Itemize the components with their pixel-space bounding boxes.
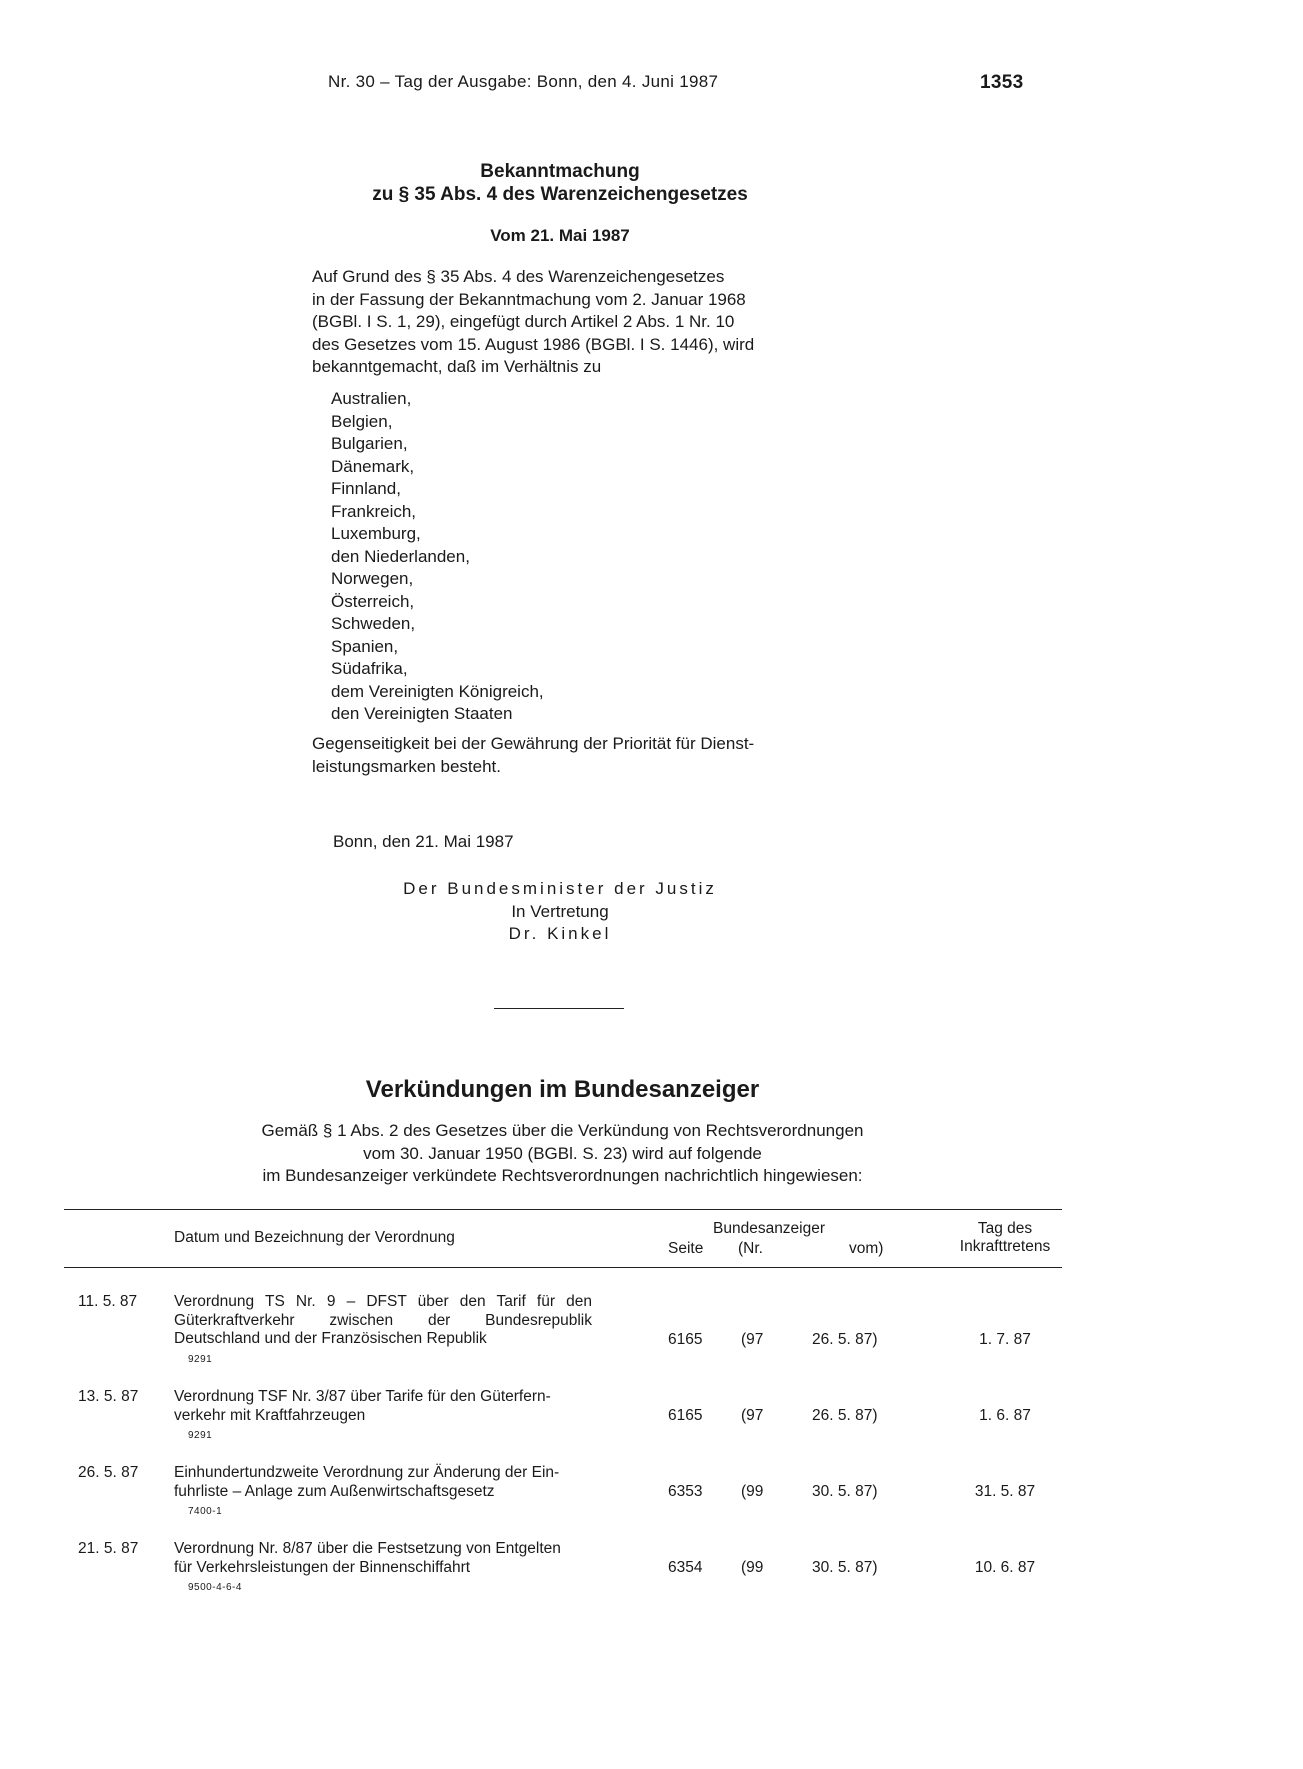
row-seite: 6165: [668, 1407, 703, 1424]
notice-date: Vom 21. Mai 1987: [490, 226, 630, 245]
row-description-line: Deutschland und der Französischen Republik: [174, 1330, 487, 1347]
row-inkraft: 31. 5. 87: [974, 1483, 1036, 1500]
row-description-line: Verordnung Nr. 8/87 über die Festsetzung von Entgelten: [174, 1540, 561, 1557]
notice-title: [0, 160, 1120, 206]
announcements-title: Verkündungen im Bundesanzeiger: [365, 1076, 760, 1103]
row-vom: 30. 5. 87): [812, 1559, 878, 1576]
row-date: 21. 5. 87: [78, 1540, 139, 1557]
row-description-line: Verordnung TSF Nr. 3/87 über Tarife für den Güterfern-: [174, 1388, 551, 1405]
signature-minister: Der Bundesminister der Justiz: [403, 879, 717, 898]
notice-intro-line: (BGBl. I S. 1, 29), eingefügt durch Artikel 2 Abs. 1 Nr. 10: [312, 312, 735, 331]
row-description-line: fuhrliste – Anlage zum Außenwirtschaftsgesetz: [174, 1482, 495, 1500]
country-item: dem Vereinigten Königreich,: [331, 681, 544, 701]
notice-intro-line: bekanntgemacht, daß im Verhältnis zu: [312, 357, 602, 376]
row-code: 9500-4-6-4: [188, 1582, 242, 1593]
row-vom: 26. 5. 87): [812, 1407, 878, 1424]
col-header-tag: [950, 1220, 1060, 1256]
country-item: Norwegen,: [331, 569, 414, 588]
country-item: Luxemburg,: [331, 524, 421, 543]
row-date: 13. 5. 87: [78, 1388, 139, 1405]
notice-closing: [312, 733, 812, 778]
country-list: [331, 388, 544, 726]
notice-title-line2: zu § 35 Abs. 4 des Warenzeichengesetzes: [372, 184, 748, 205]
row-description: [174, 1293, 592, 1349]
country-item: Österreich,: [331, 591, 415, 611]
issue-line: Nr. 30 – Tag der Ausgabe: Bonn, den 4. Juni 1987: [328, 72, 719, 91]
country-item: den Niederlanden,: [331, 546, 470, 566]
row-description: [174, 1464, 559, 1501]
signature-name: Dr. Kinkel: [508, 924, 612, 943]
signature-block: [0, 878, 1120, 946]
row-description: [174, 1540, 561, 1577]
row-code: 7400-1: [188, 1506, 223, 1517]
row-vom: 26. 5. 87): [812, 1331, 878, 1348]
row-nr: (97: [741, 1407, 764, 1424]
country-item: Bulgarien,: [331, 434, 408, 453]
signature-representation: In Vertretung: [511, 901, 609, 921]
row-description-line: Güterkraftverkehr zwischen der Bundesrepublik: [174, 1311, 592, 1329]
country-item: Schweden,: [331, 614, 416, 633]
row-code: 9291: [188, 1354, 213, 1365]
country-item: Finnland,: [331, 479, 401, 498]
row-seite: 6165: [668, 1331, 703, 1348]
announcements-intro: [0, 1120, 1125, 1188]
col-header-datum: Datum und Bezeichnung der Verordnung: [174, 1229, 455, 1246]
row-description: [174, 1388, 551, 1425]
col-header-tag-line1: Tag des: [977, 1220, 1033, 1237]
notice-intro-line: des Gesetzes vom 15. August 1986 (BGBl. I S. 1446), wird: [312, 334, 755, 354]
notice-intro: [312, 266, 812, 379]
row-inkraft: 1. 6. 87: [979, 1407, 1031, 1424]
row-description-line: Einhundertundzweite Verordnung zur Änderung der Ein-: [174, 1464, 560, 1481]
row-nr: (97: [741, 1331, 764, 1348]
col-header-tag-line2: Inkrafttretens: [959, 1238, 1051, 1255]
col-header-vom: vom): [849, 1240, 884, 1257]
place-date: Bonn, den 21. Mai 1987: [333, 832, 514, 851]
row-inkraft: 1. 7. 87: [979, 1331, 1031, 1348]
notice-intro-line: in der Fassung der Bekanntmachung vom 2. Januar 1968: [312, 289, 746, 309]
row-vom: 30. 5. 87): [812, 1483, 878, 1500]
country-item: den Vereinigten Staaten: [331, 704, 513, 723]
row-seite: 6354: [668, 1559, 703, 1576]
country-item: Südafrika,: [331, 659, 408, 678]
table-header-rule: [64, 1267, 1062, 1268]
row-nr: (99: [741, 1559, 764, 1576]
row-date: 11. 5. 87: [78, 1293, 138, 1310]
row-date: 26. 5. 87: [78, 1464, 139, 1481]
row-nr: (99: [741, 1483, 764, 1500]
row-description-line: Verordnung TS Nr. 9 – DFST über den Tarif für den: [174, 1293, 592, 1310]
row-description-line: verkehr mit Kraftfahrzeugen: [174, 1406, 366, 1424]
row-seite: 6353: [668, 1483, 703, 1500]
announcements-intro-line: vom 30. Januar 1950 (BGBl. S. 23) wird auf folgende: [363, 1143, 762, 1163]
notice-closing-line: leistungsmarken besteht.: [312, 756, 501, 776]
row-description-line: für Verkehrsleistungen der Binnenschiffahrt: [174, 1558, 471, 1576]
notice-intro-line: Auf Grund des § 35 Abs. 4 des Warenzeichengesetzes: [312, 267, 725, 286]
notice-title-line1: Bekanntmachung: [480, 161, 640, 182]
col-header-bundesanzeiger: Bundesanzeiger: [713, 1220, 826, 1237]
row-code: 9291: [188, 1430, 213, 1441]
section-divider: [494, 1008, 624, 1009]
notice-closing-line: Gegenseitigkeit bei der Gewährung der Priorität für Dienst-: [312, 734, 755, 753]
row-inkraft: 10. 6. 87: [974, 1559, 1036, 1576]
country-item: Spanien,: [331, 636, 399, 656]
announcements-intro-line: Gemäß § 1 Abs. 2 des Gesetzes über die Verkündung von Rechtsverordnungen: [261, 1121, 864, 1140]
page-number: 1353: [980, 72, 1024, 93]
country-item: Belgien,: [331, 411, 393, 431]
announcements-intro-line: im Bundesanzeiger verkündete Rechtsverordnungen nachrichtlich hingewiesen:: [262, 1166, 863, 1185]
table-top-rule: [64, 1209, 1062, 1210]
country-item: Frankreich,: [331, 501, 417, 521]
country-item: Australien,: [331, 389, 412, 408]
col-header-seite: Seite: [668, 1240, 704, 1257]
col-header-nr: (Nr.: [738, 1240, 763, 1257]
country-item: Dänemark,: [331, 456, 415, 476]
